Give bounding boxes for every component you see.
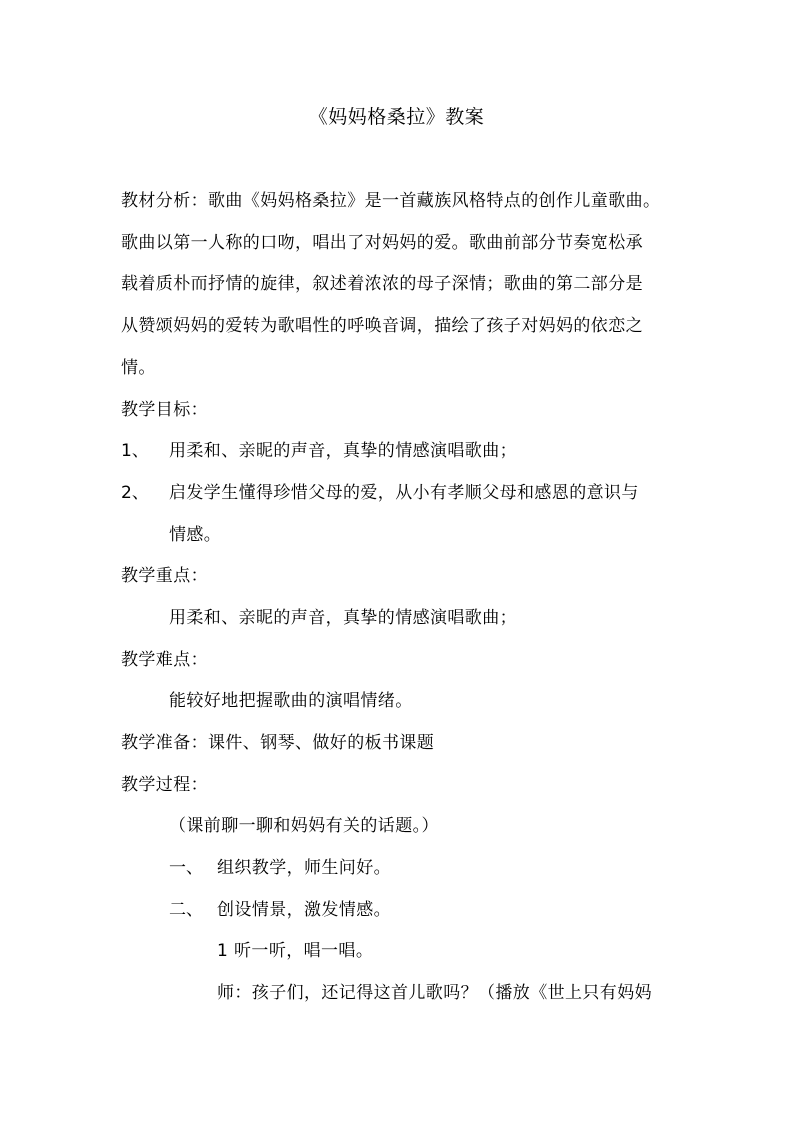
page-title: 《妈妈格桑拉》教案 — [308, 106, 485, 128]
process-step-2-number: 二、 — [169, 900, 203, 920]
process-step-1-text: 组织教学，师生问好。 — [217, 858, 391, 878]
difficulty-heading: 教学难点： — [121, 650, 208, 670]
process-teacher-line: 师：孩子们，还记得这首儿歌吗？（播放《世上只有妈妈 — [217, 983, 652, 1003]
process-note: （课前聊一聊和妈妈有关的话题。） — [169, 816, 439, 836]
goal-2-text-line-2: 情感。 — [169, 525, 222, 545]
process-step-1-number: 一、 — [169, 858, 203, 878]
analysis-line-2: 歌曲以第一人称的口吻，唱出了对妈妈的爱。歌曲前部分节奏宽松承 — [121, 233, 643, 253]
goal-2-text-line-1: 启发学生懂得珍惜父母的爱，从小有孝顺父母和感恩的意识与 — [169, 483, 639, 503]
process-sub-step: 1 听一听，唱一唱。 — [217, 941, 374, 961]
goals-heading: 教学目标： — [121, 400, 208, 420]
analysis-line-3: 载着质朴而抒情的旋律，叙述着浓浓的母子深情；歌曲的第二部分是 — [121, 274, 643, 294]
process-heading: 教学过程： — [121, 775, 208, 795]
key-point-text: 用柔和、亲昵的声音，真挚的情感演唱歌曲； — [169, 608, 517, 628]
analysis-line-4: 从赞颂妈妈的爱转为歌唱性的呼唤音调，描绘了孩子对妈妈的依恋之 — [121, 316, 643, 336]
analysis-line-5: 情。 — [121, 358, 156, 378]
key-point-heading: 教学重点： — [121, 566, 208, 586]
goal-1-number: 1、 — [121, 441, 149, 461]
preparation-line: 教学准备：课件、钢琴、做好的板书课题 — [121, 733, 435, 753]
difficulty-text: 能较好地把握歌曲的演唱情绪。 — [169, 691, 413, 711]
analysis-line-1: 教材分析：歌曲《妈妈格桑拉》是一首藏族风格特点的创作儿童歌曲。 — [121, 191, 661, 211]
goal-1-text: 用柔和、亲昵的声音，真挚的情感演唱歌曲； — [169, 441, 517, 461]
goal-2-number: 2、 — [121, 483, 149, 503]
process-step-2-text: 创设情景，激发情感。 — [217, 900, 391, 920]
